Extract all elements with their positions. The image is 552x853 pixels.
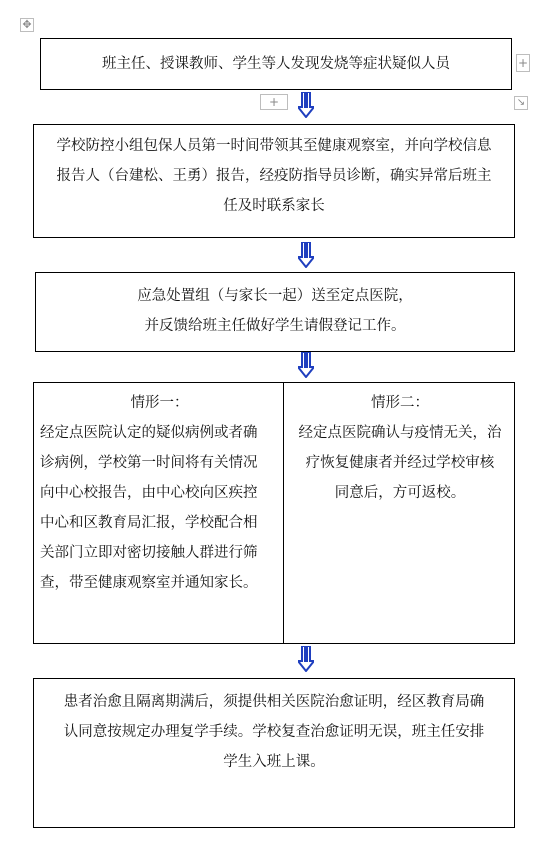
flow-step-1-box	[40, 38, 512, 90]
case-1-line-1: 经定点医院认定的疑似病例或者确	[40, 425, 258, 441]
flow-arrow-3	[298, 352, 314, 378]
flow-arrow-2	[298, 242, 314, 268]
add-column-button[interactable]: +	[517, 56, 529, 70]
flow-step-5-box	[33, 678, 515, 828]
flow-step-5-line-1: 患者治愈且隔离期满后，须提供相关医院治愈证明，经区教育局确	[63, 694, 485, 710]
case-1-line-6: 查，带至健康观察室并通知家长。	[40, 575, 258, 591]
case-1-line-4: 中心和区教育局汇报，学校配合相	[40, 515, 258, 531]
flow-step-3-line-2: 并反馈给班主任做好学生请假登记工作。	[144, 318, 406, 334]
case-1-line-5: 关部门立即对密切接触人群进行筛	[40, 545, 258, 561]
flow-step-3-box	[35, 272, 515, 352]
resize-handle-icon[interactable]: ↘	[514, 96, 528, 110]
flow-step-2-line-1: 学校防控小组包保人员第一时间带领其至健康观察室，并向学校信息	[56, 138, 492, 154]
flow-arrow-1	[298, 92, 314, 118]
case-1-title: 情形一：	[130, 395, 189, 411]
case-1-line-3: 向中心校报告，由中心校向区疾控	[40, 485, 258, 501]
case-2-line-1: 经定点医院确认与疫情无关，治	[298, 425, 502, 441]
flow-step-2-line-3: 任及时联系家长	[223, 198, 325, 214]
case-2-line-2: 疗恢复健康者并经过学校审核	[305, 455, 495, 471]
case-2-title: 情形二：	[371, 395, 429, 411]
add-row-button[interactable]: +	[260, 94, 288, 110]
table-move-handle-icon[interactable]: ✥	[20, 18, 34, 32]
case-2-panel	[284, 382, 514, 644]
flow-step-3-line-1: 应急处置组（与家长一起）送至定点医院，	[137, 288, 413, 304]
case-1-panel	[34, 382, 283, 644]
flow-step-2-box	[33, 124, 515, 238]
flow-step-5-line-2: 认同意按规定办理复学手续。学校复查治愈证明无误，班主任安排	[63, 724, 485, 740]
flow-step-2-line-2: 报告人（台建松、王勇）报告，经疫防指导员诊断，确实异常后班主	[56, 168, 492, 184]
flow-arrow-4	[298, 646, 314, 672]
flow-step-5-line-3: 学生入班上课。	[223, 754, 325, 770]
case-1-line-2: 诊病例，学校第一时间将有关情况	[40, 455, 258, 471]
case-2-line-3: 同意后，方可返校。	[334, 485, 466, 501]
flow-step-1-text: 班主任、授课教师、学生等人发现发烧等症状疑似人员	[102, 56, 450, 72]
